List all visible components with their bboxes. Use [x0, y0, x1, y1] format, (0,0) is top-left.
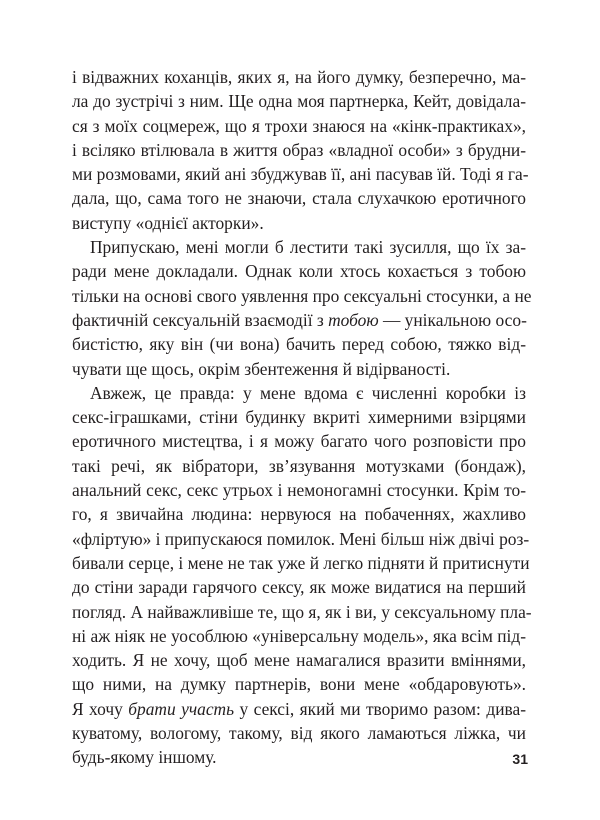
paragraph — [72, 65, 529, 235]
text-line — [72, 672, 526, 696]
text-segment: Припускаю, мені могли б лестити такі зусилля, що їх за- — [90, 237, 526, 258]
text-line — [72, 381, 526, 405]
text-line — [72, 211, 526, 235]
text-segment: будь-якому іншому. — [72, 747, 217, 768]
paragraph — [72, 381, 532, 770]
text-line — [72, 502, 526, 526]
text-segment: бивали серце, і мене не так уже й легко підняти й притиснути — [72, 552, 530, 573]
text-line — [72, 527, 530, 551]
text-segment: ся з моїх соцмереж, що я трохи знаюся на «кінк-практиках», — [72, 115, 526, 136]
paragraph — [72, 235, 532, 381]
text-line — [72, 600, 532, 624]
emphasized-text: брати участь — [128, 698, 235, 719]
text-line — [72, 235, 526, 259]
text-line — [72, 114, 526, 138]
text-line — [72, 89, 526, 113]
text-line — [72, 259, 526, 283]
text-line — [72, 721, 526, 745]
text-segment: анальний секс, секс утрьох і немоногамні стосунки. Крім то- — [72, 480, 526, 501]
text-line — [72, 697, 526, 721]
text-line — [72, 162, 529, 186]
text-line — [72, 745, 526, 769]
text-segment: що ними, на думку партнерів, вони мене «обдаровують». — [72, 674, 526, 695]
text-segment: виступу «однієї акторки». — [72, 212, 264, 233]
text-segment: до стіни заради гарячого сексу, як може видатися на перший — [72, 577, 526, 598]
text-line — [72, 429, 526, 453]
text-segment: еротичного мистецтва, і я можу багато чого розповісти про — [72, 431, 526, 452]
text-segment: го, я звичайна людина: нервуюся на побаченнях, жахливо — [72, 504, 526, 525]
text-line — [72, 478, 526, 502]
text-segment: ми розмовами, який ані збуджував її, ані пасував їй. Тоді я га- — [72, 164, 529, 185]
text-line — [72, 405, 526, 429]
emphasized-text: тобою — [328, 309, 379, 330]
text-segment: фактичній сексуальній взаємодії з — [72, 309, 329, 330]
text-segment: і відважних коханців, яких я, на його думку, безперечно, ма- — [72, 67, 526, 87]
text-line — [72, 454, 526, 478]
text-line — [72, 648, 526, 672]
text-segment: Авжеж, це правда: у мене вдома є численні коробки із — [90, 382, 526, 403]
text-line — [72, 138, 526, 162]
text-segment: секс-іграшками, стіни будинку вкриті химерними взірцями — [72, 407, 526, 428]
text-segment: ради мене докладали. Однак коли хтось кохається з тобою — [72, 261, 526, 282]
body-text — [72, 65, 532, 770]
text-line — [72, 575, 526, 599]
text-line — [72, 65, 526, 89]
text-segment: такі речі, як вібратори, зв’язування мотузками (бондаж), — [72, 455, 526, 476]
text-segment: чувати ще щось, окрім збентеження й відірваності. — [72, 358, 451, 379]
text-segment: ні аж ніяк не уособлюю «універсальну модель», яка всім під- — [72, 625, 526, 646]
text-line — [72, 357, 526, 381]
text-line — [72, 186, 526, 210]
text-segment: у сексі, який ми творимо разом: дива- — [234, 698, 526, 719]
text-segment: тільки на основі свого уявлення про сексуальні стосунки, а не — [72, 285, 532, 306]
text-segment: куватому, вологому, такому, від якого ламаються ліжка, чи — [72, 723, 526, 744]
text-line — [72, 624, 526, 648]
text-line — [72, 308, 526, 332]
text-segment: Я хочу — [72, 698, 129, 719]
text-line — [72, 284, 532, 308]
text-segment: «фліртую» і припускаюся помилок. Мені більш ніж двічі роз- — [72, 528, 530, 549]
text-line — [72, 332, 526, 356]
text-segment: ла до зустрічі з ним. Ще одна моя партнерка, Кейт, довідала- — [72, 91, 526, 112]
page-number: 31 — [512, 751, 528, 767]
text-segment: дала, що, сама того не знаючи, стала слухачкою еротичного — [72, 188, 526, 209]
text-segment: і всіляко втілювала в життя образ «владної особи» з брудни- — [72, 139, 526, 160]
text-line — [72, 551, 530, 575]
text-segment: ходить. Я не хочу, щоб мене намагалися вразити вміннями, — [72, 650, 526, 671]
text-segment: — унікальною осо- — [378, 309, 527, 330]
text-segment: погляд. А найважливіше те, що я, як і ви, у сексуальному пла- — [72, 601, 532, 622]
text-segment: бистістю, яку він (чи вона) бачить перед собою, тяжко від- — [72, 334, 526, 355]
